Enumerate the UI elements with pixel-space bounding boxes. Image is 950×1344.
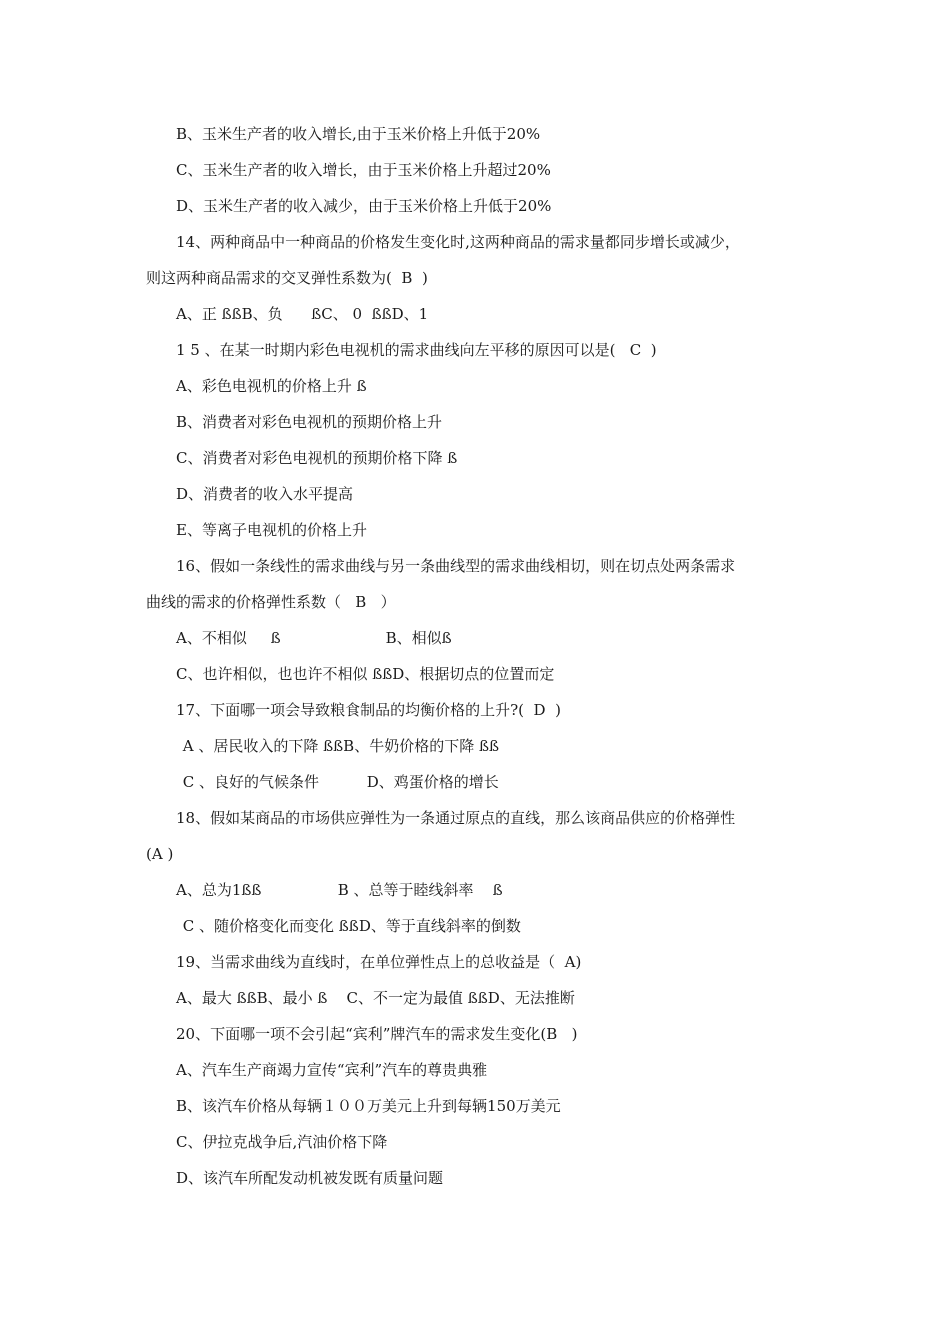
question-15-option-a: A、彩色电视机的价格上升 ß <box>176 377 367 395</box>
question-16: 16、假如一条线性的需求曲线与另一条曲线型的需求曲线相切，则在切点处两条需求 <box>176 557 736 575</box>
question-15-option-e: E、等离子电视机的价格上升 <box>176 521 367 539</box>
question-20-option-d: D、该汽车所配发动机被发既有质量问题 <box>176 1169 444 1187</box>
option-d-line: D、玉米生产者的收入减少，由于玉米价格上升低于20% <box>176 197 552 215</box>
question-20-option-a: A、汽车生产商竭力宣传“宾利”汽车的尊贵典雅 <box>176 1061 488 1079</box>
question-15-option-d: D、消费者的收入水平提高 <box>176 485 354 503</box>
question-18-options-cd: C 、随价格变化而变化 ßßD、等于直线斜率的倒数 <box>178 917 521 935</box>
question-16-continued: 曲线的需求的价格弹性系数（ B ） <box>146 593 396 611</box>
question-14-options: A、正 ßßB、负 ßC、 0 ßßD、1 <box>176 305 429 323</box>
question-18-continued: (A ) <box>146 845 174 863</box>
question-18: 18、假如某商品的市场供应弹性为一条通过原点的直线，那么该商品供应的价格弹性 <box>176 809 736 827</box>
option-c-line: C、玉米生产者的收入增长，由于玉米价格上升超过20% <box>176 161 551 179</box>
question-20: 20、下面哪一项不会引起“宾利”牌汽车的需求发生变化(B ) <box>176 1025 578 1043</box>
question-16-options-ab: A、不相似 ß B、相似ß <box>176 629 452 647</box>
question-18-options-ab: A、总为1ßß B 、总等于睦线斜率 ß <box>176 881 503 899</box>
question-16-options-cd: C、也许相似，也也许不相似 ßßD、根据切点的位置而定 <box>176 665 555 683</box>
option-b-line: B、玉米生产者的收入增长,由于玉米价格上升低于20% <box>176 125 541 143</box>
question-15-option-b: B、消费者对彩色电视机的预期价格上升 <box>176 413 443 431</box>
question-19: 19、当需求曲线为直线时，在单位弹性点上的总收益是（ A) <box>176 953 582 971</box>
question-15-option-c: C、消费者对彩色电视机的预期价格下降 ß <box>176 449 458 467</box>
question-17-options-cd: C 、良好的气候条件 D、鸡蛋价格的增长 <box>178 773 499 791</box>
question-14-continued: 则这两种商品需求的交叉弹性系数为( B ) <box>146 269 428 287</box>
question-19-options: A、最大 ßßB、最小 ß C、不一定为最值 ßßD、无法推断 <box>176 989 575 1007</box>
question-14: 14、两种商品中一种商品的价格发生变化时,这两种商品的需求量都同步增长或减少， <box>176 233 740 251</box>
question-15: 1 5 、在某一时期内彩色电视机的需求曲线向左平移的原因可以是( C ) <box>176 341 657 359</box>
question-17: 17、下面哪一项会导致粮食制品的均衡价格的上升?( D ) <box>176 701 561 719</box>
question-20-option-c: C、伊拉克战争后,汽油价格下降 <box>176 1133 388 1151</box>
question-20-option-b: B、该汽车价格从每辆１００万美元上升到每辆150万美元 <box>176 1097 561 1115</box>
question-17-options-ab: A 、居民收入的下降 ßßB、牛奶价格的下降 ßß <box>178 737 500 755</box>
